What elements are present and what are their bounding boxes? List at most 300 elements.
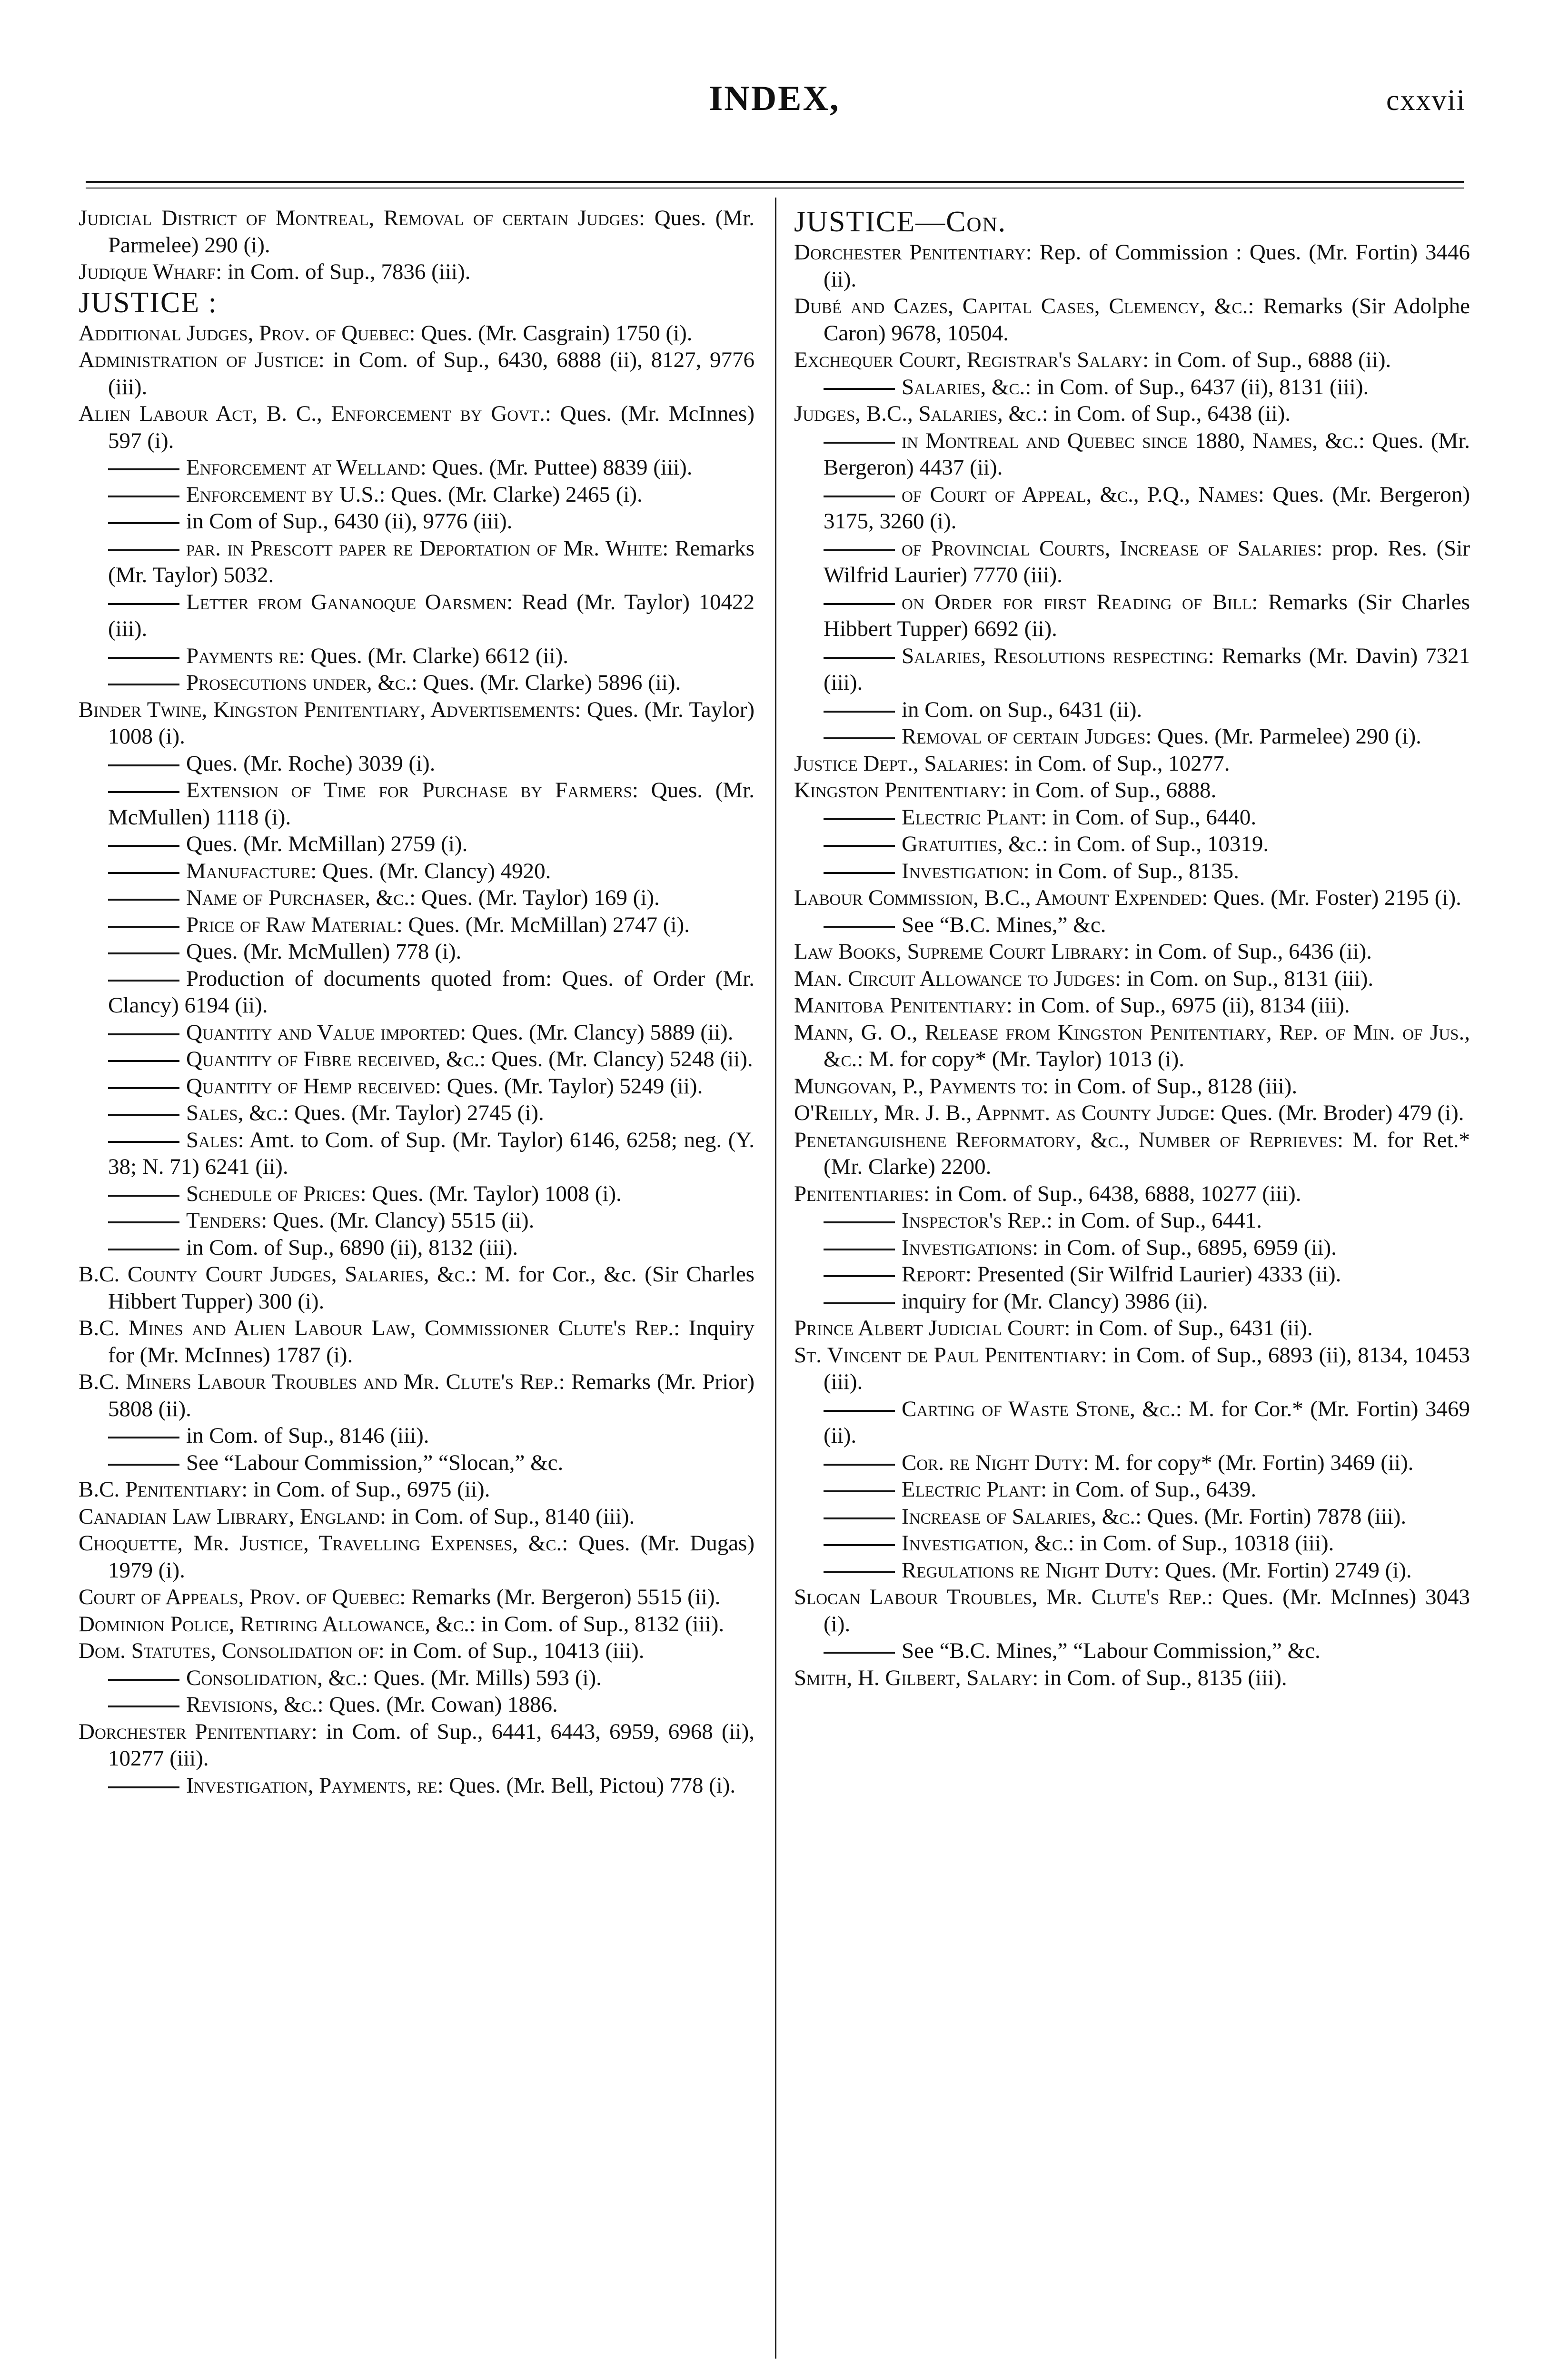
entry-text: : Ques. (Mr. Mills) 593 (i).: [361, 1665, 602, 1690]
ditto-dash: [108, 1786, 179, 1788]
entry-heading: Dubé and Cazes, Capital Cases, Clemency, &c.: [794, 294, 1248, 318]
index-subentry: [794, 1449, 1470, 1477]
ditto-dash: [824, 442, 895, 444]
entry-text: : in Com. of Sup., 6975 (ii), 8134 (iii).: [1006, 993, 1350, 1018]
ditto-dash: [108, 1033, 179, 1035]
entry-text: : Remarks (Mr. Prior) 5808 (ii).: [108, 1369, 755, 1421]
entry-heading: Judique Wharf: [79, 259, 216, 284]
entry-heading: Smith, H. Gilbert, Salary: [794, 1665, 1033, 1690]
entry-heading: Manitoba Penitentiary: [794, 993, 1006, 1018]
entry-text: Ques. (Mr. Roche) 3039 (i).: [186, 751, 436, 776]
entry-text: : in Com. of Sup., 6430, 6888 (ii), 8127, 9776 (iii).: [108, 347, 755, 399]
entry-heading: B.C. Miners Labour Troubles and Mr. Clute's Rep.: [79, 1369, 559, 1394]
ditto-dash: [108, 872, 179, 874]
index-entry: [79, 1530, 755, 1584]
entry-heading: Law Books, Supreme Court Library: [794, 939, 1123, 964]
entry-heading: Increase of Salaries, &c.: [902, 1504, 1135, 1529]
entry-heading: Penitentiaries: [794, 1181, 923, 1206]
index-subentry: [794, 723, 1470, 750]
entry-heading: Justice Dept., Salaries: [794, 751, 1003, 776]
index-subentry: [79, 1073, 755, 1100]
entry-heading: Kingston Penitentiary: [794, 778, 1001, 803]
entry-heading: Dorchester Penitentiary: [794, 240, 1026, 265]
index-entry: [794, 1073, 1470, 1100]
index-subentry: [79, 1207, 755, 1234]
index-subentry: [79, 777, 755, 831]
index-subentry: [794, 696, 1470, 724]
entry-heading: O'Reilly, Mr. J. B., Appnmt. as County Judge: [794, 1101, 1210, 1125]
entry-text: : Inquiry for (Mr. McInnes) 1787 (i).: [108, 1316, 755, 1368]
ditto-dash: [824, 1302, 895, 1304]
entry-text: : Ques. (Mr. Taylor) 2745 (i).: [282, 1101, 544, 1125]
entry-heading: Inspector's Rep.: [902, 1208, 1046, 1233]
index-entry: [79, 696, 755, 750]
index-subentry: [79, 831, 755, 858]
entry-heading: Dom. Statutes, Consolidation of: [79, 1638, 378, 1663]
entry-text: : Ques. (Mr. Clancy) 5889 (ii).: [460, 1020, 734, 1045]
entry-text: : M. for Ret.* (Mr. Clarke) 2200.: [824, 1127, 1470, 1179]
entry-heading: par. in Prescott paper re Deportation of Mr. White: [186, 536, 663, 561]
entry-text: : Ques. (Mr. McInnes) 597 (i).: [108, 401, 755, 453]
entry-text: : in Com. of Sup., 10413 (iii).: [378, 1638, 645, 1663]
left-column: [79, 205, 755, 2356]
entry-heading: St. Vincent de Paul Penitentiary: [794, 1342, 1101, 1368]
index-subentry: [79, 643, 755, 670]
ditto-dash: [824, 1544, 895, 1546]
entry-heading: Prosecutions under, &c.: [186, 670, 411, 695]
entry-text: : Ques. (Mr. Taylor) 169 (i).: [409, 885, 660, 910]
index-subentry: [79, 669, 755, 696]
ditto-dash: [108, 926, 179, 928]
entry-text: : in Com. of Sup., 6438 (ii).: [1042, 401, 1291, 426]
entry-heading: in Montreal and Quebec since 1880, Names, &c.: [902, 428, 1359, 453]
entry-text: in Com. of Sup., 6890 (ii), 8132 (iii).: [186, 1235, 518, 1260]
entry-text: : in Com. of Sup., 7836 (iii).: [216, 259, 471, 284]
index-subentry: [794, 804, 1470, 831]
ditto-dash: [108, 603, 179, 605]
entry-text: : Ques. (Mr. McMullen) 1118 (i).: [108, 778, 755, 830]
entry-heading: Enforcement by U.S.: [186, 482, 379, 507]
ditto-dash: [108, 899, 179, 901]
entry-text: : in Com. of Sup., 6439.: [1041, 1477, 1257, 1502]
ditto-dash: [824, 872, 895, 874]
index-subentry: [79, 858, 755, 885]
index-entry: [794, 1019, 1470, 1073]
entry-text: in Com of Sup., 6430 (ii), 9776 (iii).: [186, 509, 513, 534]
page-number: cxxvii: [1386, 84, 1466, 117]
entry-heading: of Provincial Courts, Increase of Salaries: [902, 536, 1317, 561]
ditto-dash: [824, 1275, 895, 1277]
entry-heading: Electric Plant: [902, 804, 1041, 830]
entry-text: See “B.C. Mines,” &c.: [902, 912, 1106, 937]
index-entry: [794, 347, 1470, 374]
entry-heading: Prince Albert Judicial Court: [794, 1316, 1064, 1340]
entry-text: : Remarks (Sir Adolphe Caron) 9678, 10504.: [824, 294, 1470, 346]
section-heading: [794, 205, 1470, 239]
entry-text: : Ques. (Mr. Clancy) 4920.: [310, 858, 551, 883]
index-subentry: [794, 831, 1470, 858]
entry-heading: on Order for first Reading of Bill: [902, 589, 1252, 615]
entry-text: : Ques. (Mr. Fortin) 7878 (iii).: [1135, 1504, 1407, 1529]
ditto-dash: [824, 818, 895, 820]
entry-heading: Name of Purchaser, &c.: [186, 885, 409, 910]
ditto-dash: [108, 1464, 179, 1466]
entry-text: : M. for Cor., &c. (Sir Charles Hibbert Tupper) 300 (i).: [108, 1262, 755, 1314]
entry-text: : Rep. of Commission : Ques. (Mr. Fortin) 3446 (ii).: [824, 240, 1470, 292]
entry-text: : Ques. (Mr. Cowan) 1886.: [317, 1692, 558, 1717]
entry-heading: Sales: [186, 1127, 238, 1152]
entry-heading: Consolidation, &c.: [186, 1665, 362, 1690]
index-subentry: [794, 1396, 1470, 1449]
index-subentry: [79, 508, 755, 535]
ditto-dash: [824, 1464, 895, 1466]
index-entry: [794, 400, 1470, 427]
entry-text: : Ques. (Mr. Fortin) 2749 (i).: [1153, 1557, 1412, 1583]
entry-text: : Ques. (Mr. Clancy) 5248 (ii).: [479, 1047, 753, 1071]
entry-heading: Penetanguishene Reformatory, &c., Number of Reprieves: [794, 1127, 1337, 1152]
entry-text: : in Com. of Sup., 8135.: [1023, 858, 1239, 883]
entry-text: : in Com. of Sup., 6440.: [1041, 804, 1257, 830]
entry-text: Ques. (Mr. McMillan) 2759 (i).: [186, 832, 468, 856]
entry-text: : Remarks (Mr. Taylor) 5032.: [108, 536, 755, 587]
index-subentry: [794, 427, 1470, 481]
index-entry: [79, 1611, 755, 1638]
entry-heading: Salaries, Resolutions respecting: [902, 643, 1208, 668]
entry-heading: Quantity of Fibre received, &c.: [186, 1047, 480, 1071]
index-subentry: [79, 884, 755, 912]
entry-text: : Ques. (Mr. Clarke) 5896 (ii).: [411, 670, 681, 695]
index-entry: [794, 1180, 1470, 1208]
entry-heading: Exchequer Court, Registrar's Salary: [794, 347, 1143, 372]
ditto-dash: [108, 1114, 179, 1116]
entry-text: : in Com. of Sup., 6975 (ii).: [241, 1477, 490, 1502]
entry-text: : Ques. (Mr. Dugas) 1979 (i).: [108, 1531, 755, 1583]
index-subentry: [794, 912, 1470, 939]
entry-heading: Judicial District of Montreal, Removal of certain Judges: [79, 206, 639, 230]
index-subentry: [79, 1665, 755, 1692]
entry-heading: Electric Plant: [902, 1477, 1041, 1502]
entry-heading: Dorchester Penitentiary: [79, 1719, 311, 1744]
index-subentry: [794, 643, 1470, 696]
index-entry: [794, 938, 1470, 965]
index-entry: [79, 1503, 755, 1530]
entry-heading: Price of Raw Material: [186, 912, 397, 937]
index-entry: [794, 1100, 1470, 1127]
ditto-dash: [108, 1679, 179, 1681]
index-subentry: [79, 965, 755, 1019]
entry-heading: Enforcement at Welland: [186, 455, 420, 480]
entry-text: : in Com. of Sup., 6888.: [1001, 778, 1217, 803]
entry-heading: Mann, G. O., Release from Kingston Penitentiary, Rep. of Min. of Jus., &c.: [794, 1020, 1470, 1071]
entry-heading: B.C. Mines and Alien Labour Law, Commissioner Clute's Rep.: [79, 1316, 674, 1340]
entry-heading: Salaries, &c.: [902, 374, 1025, 399]
index-entry: [794, 1665, 1470, 1692]
ditto-dash: [108, 1249, 179, 1250]
entry-text: in Com. of Sup., 8146 (iii).: [186, 1423, 429, 1448]
ditto-dash: [108, 1060, 179, 1062]
ditto-dash: [108, 1706, 179, 1707]
index-subentry: [794, 1530, 1470, 1557]
entry-text: : M. for copy* (Mr. Fortin) 3469 (ii).: [1082, 1450, 1414, 1475]
index-entry: [79, 1718, 755, 1772]
index-subentry: [794, 589, 1470, 643]
index-subentry: [79, 912, 755, 939]
entry-text: : in Com. of Sup., 8140 (iii).: [379, 1504, 635, 1529]
entry-heading: Tenders: [186, 1208, 261, 1233]
index-subentry: [794, 1288, 1470, 1315]
entry-text: Ques. (Mr. McMullen) 778 (i).: [186, 939, 462, 964]
ditto-dash: [108, 1141, 179, 1143]
ditto-dash: [824, 1249, 895, 1250]
entry-heading: Revisions, &c.: [186, 1692, 318, 1717]
index-subentry: [794, 858, 1470, 885]
entry-text: : prop. Res. (Sir Wilfrid Laurier) 7770 (iii).: [824, 536, 1470, 587]
entry-heading: Sales, &c.: [186, 1101, 283, 1125]
index-subentry: [79, 938, 755, 965]
entry-text: : Amt. to Com. of Sup. (Mr. Taylor) 6146, 6258; neg. (Y. 38; N. 71) 6241 (ii).: [108, 1127, 755, 1179]
entry-text: : M. for Cor.* (Mr. Fortin) 3469 (ii).: [824, 1396, 1470, 1448]
index-entry: [79, 258, 755, 286]
entry-text: : Ques. (Mr. Broder) 479 (i).: [1209, 1101, 1464, 1125]
entry-heading: Report: [902, 1262, 965, 1287]
entry-text: : Remarks (Mr. Davin) 7321 (iii).: [824, 643, 1470, 695]
ditto-dash: [108, 952, 179, 954]
index-entry: [794, 1315, 1470, 1342]
entry-heading: Extension of Time for Purchase by Farmers: [186, 778, 632, 803]
entry-heading: JUSTICE—Con.: [794, 206, 1007, 238]
ditto-dash: [108, 791, 179, 793]
entry-heading: Gratuities, &c.: [902, 832, 1042, 856]
entry-text: : Presented (Sir Wilfrid Laurier) 4333 (ii).: [965, 1262, 1341, 1287]
ditto-dash: [824, 1221, 895, 1223]
header-rule-thick: [86, 181, 1464, 183]
ditto-dash: [108, 1437, 179, 1438]
ditto-dash: [108, 764, 179, 766]
entry-heading: Investigation, &c.: [902, 1531, 1068, 1556]
index-subentry: [79, 1046, 755, 1073]
entry-heading: Man. Circuit Allowance to Judges: [794, 966, 1115, 991]
entry-text: : in Com. on Sup., 8131 (iii).: [1115, 966, 1374, 991]
index-subentry: [794, 535, 1470, 589]
entry-text: : Ques. (Mr. Foster) 2195 (i).: [1201, 885, 1461, 910]
index-subentry: [794, 1234, 1470, 1261]
entry-text: : Ques. (Mr. Bell, Pictou) 778 (i).: [437, 1773, 736, 1798]
entry-text: : Ques. (Mr. Casgrain) 1750 (i).: [409, 320, 693, 346]
index-subentry: [79, 1422, 755, 1449]
index-entry: [794, 293, 1470, 347]
entry-text: : Ques. (Mr. Puttee) 8839 (iii).: [420, 455, 693, 480]
index-entry: [794, 777, 1470, 804]
index-subentry: [79, 1772, 755, 1799]
index-entry: [79, 320, 755, 347]
entry-heading: Quantity and Value imported: [186, 1020, 460, 1045]
index-entry: [794, 1127, 1470, 1180]
ditto-dash: [108, 657, 179, 659]
entry-heading: Cor. re Night Duty: [902, 1450, 1083, 1475]
entry-heading: Schedule of Prices: [186, 1181, 360, 1206]
entry-text: : Ques. (Mr. Taylor) 1008 (i).: [108, 697, 755, 749]
index-entry: [79, 1584, 755, 1611]
index-subentry: [794, 1637, 1470, 1665]
entry-text: : in Com. of Sup., 6895, 6959 (ii).: [1032, 1235, 1337, 1260]
index-subentry: [79, 1100, 755, 1127]
ditto-dash: [824, 1571, 895, 1573]
entry-text: : in Com. of Sup., 6888 (ii).: [1142, 347, 1391, 372]
ditto-dash: [824, 603, 895, 605]
entry-text: : in Com. of Sup., 10277.: [1003, 751, 1230, 776]
index-entry: [79, 205, 755, 258]
entry-heading: Quantity of Hemp received: [186, 1073, 435, 1099]
entry-heading: Slocan Labour Troubles, Mr. Clute's Rep.: [794, 1585, 1207, 1609]
ditto-dash: [108, 522, 179, 524]
entry-text: : Ques. (Mr. Clarke) 6612 (ii).: [298, 643, 569, 668]
entry-text: See “Labour Commission,” “Slocan,” &c.: [186, 1450, 564, 1475]
entry-text: inquiry for (Mr. Clancy) 3986 (ii).: [902, 1289, 1208, 1314]
ditto-dash: [824, 845, 895, 847]
entry-heading: Alien Labour Act, B. C., Enforcement by Govt.: [79, 401, 545, 426]
index-subentry: [79, 1180, 755, 1208]
entry-heading: B.C. Penitentiary: [79, 1477, 242, 1502]
index-subentry: [79, 1691, 755, 1718]
index-entry: [794, 750, 1470, 777]
entry-text: : Remarks (Mr. Bergeron) 5515 (ii).: [399, 1585, 721, 1609]
ditto-dash: [824, 388, 895, 390]
entry-text: : in Com. of Sup., 10319.: [1042, 832, 1269, 856]
entry-text: : Ques. (Mr. Taylor) 5249 (ii).: [435, 1073, 703, 1099]
entry-heading: Investigations: [902, 1235, 1033, 1260]
entry-heading: Mungovan, P., Payments to: [794, 1073, 1043, 1099]
ditto-dash: [824, 657, 895, 659]
entry-heading: Administration of Justice: [79, 347, 318, 372]
entry-text: : in Com. of Sup., 8135 (iii).: [1032, 1665, 1287, 1690]
index-entry: [79, 400, 755, 454]
entry-text: : Ques. (Mr. Bergeron) 4437 (ii).: [824, 428, 1470, 480]
index-subentry: [794, 481, 1470, 535]
ditto-dash: [824, 737, 895, 739]
running-title: INDEX,: [709, 79, 840, 118]
entry-heading: Judges, B.C., Salaries, &c.: [794, 401, 1042, 426]
index-subentry: [794, 1503, 1470, 1530]
index-entry: [794, 992, 1470, 1019]
ditto-dash: [108, 549, 179, 551]
entry-text: : Ques. (Mr. Parmelee) 290 (i).: [108, 206, 755, 258]
ditto-dash: [108, 468, 179, 470]
entry-heading: Investigation, Payments, re: [186, 1773, 437, 1798]
entry-text: See “B.C. Mines,” “Labour Commission,” &c.: [902, 1638, 1321, 1663]
entry-heading: Investigation: [902, 858, 1023, 883]
entry-text: in Com. on Sup., 6431 (ii).: [902, 697, 1142, 722]
entry-heading: Choquette, Mr. Justice, Travelling Expenses, &c.: [79, 1531, 562, 1556]
ditto-dash: [108, 845, 179, 847]
entry-text: : in Com. of Sup., 6441, 6443, 6959, 6968 (ii), 10277 (iii).: [108, 1719, 755, 1771]
ditto-dash: [108, 1195, 179, 1197]
section-heading: [79, 286, 755, 320]
entry-heading: Dominion Police, Retiring Allowance, &c.: [79, 1611, 469, 1636]
entry-text: : in Com. of Sup., 8132 (iii).: [469, 1611, 725, 1636]
entry-text: : Ques. (Mr. Taylor) 1008 (i).: [360, 1181, 622, 1206]
entry-text: Production of documents quoted from: Ques. of Order (Mr. Clancy) 6194 (ii).: [108, 966, 755, 1018]
ditto-dash: [824, 1490, 895, 1492]
index-subentry: [794, 1207, 1470, 1234]
index-subentry: [79, 750, 755, 777]
entry-text: : M. for copy* (Mr. Taylor) 1013 (i).: [857, 1047, 1185, 1071]
entry-text: : in Com. of Sup., 6436 (ii).: [1123, 939, 1372, 964]
index-subentry: [794, 1476, 1470, 1503]
entry-heading: of Court of Appeal, &c., P.Q., Names: [902, 482, 1258, 507]
index-subentry: [794, 374, 1470, 401]
index-subentry: [79, 1127, 755, 1180]
entry-heading: Additional Judges, Prov. of Quebec: [79, 320, 409, 346]
entry-heading: Regulations re Night Duty: [902, 1557, 1153, 1583]
ditto-dash: [824, 1410, 895, 1412]
column-divider: [775, 198, 776, 2359]
entry-heading: Letter from Gananoque Oarsmen: [186, 589, 507, 615]
entry-text: : in Com. of Sup., 6437 (ii), 8131 (iii).: [1025, 374, 1369, 399]
entry-heading: Binder Twine, Kingston Penitentiary, Advertisements: [79, 697, 575, 722]
index-entry: [79, 347, 755, 400]
entry-text: : Remarks (Sir Charles Hibbert Tupper) 6692 (ii).: [824, 589, 1470, 641]
index-entry: [794, 1584, 1470, 1637]
index-entry: [79, 1368, 755, 1422]
ditto-dash: [108, 684, 179, 685]
entry-text: : in Com. of Sup., 10318 (iii).: [1068, 1531, 1334, 1556]
entry-heading: Canadian Law Library, England: [79, 1504, 380, 1529]
index-subentry: [79, 589, 755, 643]
entry-text: : in Com. of Sup., 6441.: [1046, 1208, 1262, 1233]
ditto-dash: [824, 1652, 895, 1654]
entry-heading: Carting of Waste Stone, &c.: [902, 1396, 1176, 1421]
entry-heading: B.C. County Court Judges, Salaries, &c.: [79, 1262, 471, 1287]
entry-text: : in Com. of Sup., 8128 (iii).: [1042, 1073, 1298, 1099]
index-subentry: [794, 1261, 1470, 1288]
ditto-dash: [108, 1221, 179, 1223]
entry-heading: Manufacture: [186, 858, 311, 883]
entry-text: : Ques. (Mr. McInnes) 3043 (i).: [824, 1585, 1470, 1636]
index-entry: [794, 965, 1470, 992]
ditto-dash: [824, 496, 895, 497]
ditto-dash: [824, 926, 895, 928]
entry-heading: Payments re: [186, 643, 299, 668]
ditto-dash: [824, 549, 895, 551]
index-entry: [794, 884, 1470, 912]
index-subentry: [79, 454, 755, 481]
ditto-dash: [824, 1517, 895, 1519]
entry-text: : in Com. of Sup., 6431 (ii).: [1064, 1316, 1313, 1340]
ditto-dash: [108, 496, 179, 497]
index-entry: [79, 1315, 755, 1368]
entry-text: : Ques. (Mr. Parmelee) 290 (i).: [1145, 724, 1421, 749]
index-entry: [794, 239, 1470, 293]
entry-text: : in Com. of Sup., 6438, 6888, 10277 (iii).: [923, 1181, 1301, 1206]
index-entry: [794, 1342, 1470, 1396]
entry-text: : in Com. of Sup., 6893 (ii), 8134, 10453 (iii).: [824, 1342, 1470, 1394]
entry-heading: Removal of certain Judges: [902, 724, 1146, 749]
index-subentry: [79, 481, 755, 508]
ditto-dash: [108, 980, 179, 982]
ditto-dash: [824, 711, 895, 713]
entry-text: : Read (Mr. Taylor) 10422 (iii).: [108, 589, 755, 641]
index-subentry: [79, 1234, 755, 1261]
entry-text: : Ques. (Mr. Clancy) 5515 (ii).: [261, 1208, 535, 1233]
index-entry: [79, 1261, 755, 1315]
index-subentry: [79, 535, 755, 589]
ditto-dash: [108, 1087, 179, 1089]
index-entry: [79, 1637, 755, 1665]
index-subentry: [79, 1019, 755, 1046]
index-subentry: [794, 1557, 1470, 1584]
index-entry: [79, 1476, 755, 1503]
entry-heading: JUSTICE :: [79, 286, 218, 319]
